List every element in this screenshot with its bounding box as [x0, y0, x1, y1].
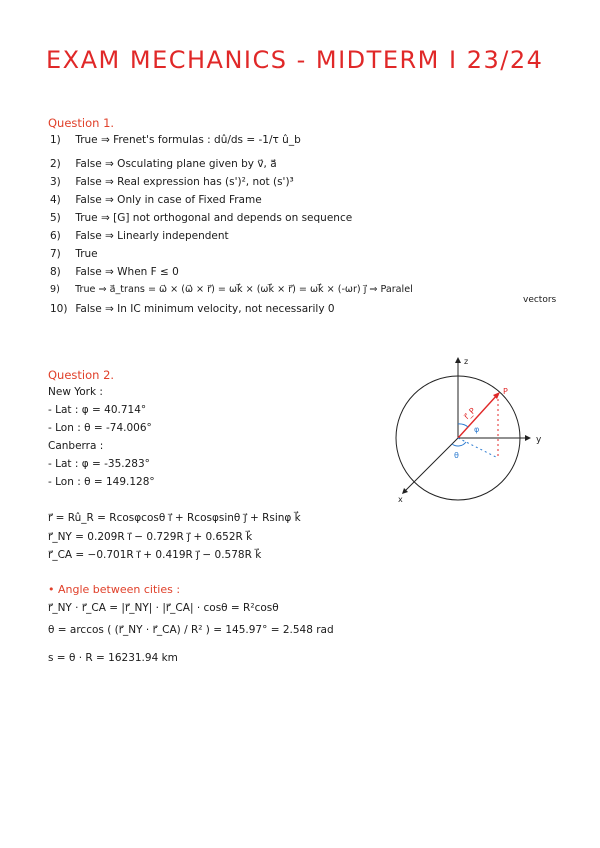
y-axis-arrow — [525, 435, 531, 441]
item-text: True ⇒ a⃗_trans = ω⃗ × (ω⃗ × r⃗) = ωk⃗ × (ωk⃗ × r⃗) = ωk⃗ × (-ωr) j⃗ ⇒ Paralel — [75, 284, 413, 295]
sphere-diagram — [390, 350, 560, 510]
item-number: 2) — [50, 158, 61, 170]
new-york-latitude: - Lat : φ = 40.714° — [48, 404, 147, 416]
vector-label: r⃗_P — [462, 406, 478, 422]
item-number: 1) — [50, 134, 61, 146]
item-number: 10) — [50, 303, 68, 315]
question-2-heading: Question 2. — [48, 368, 115, 382]
item-text: True ⇒ [G] not orthogonal and depends on sequence — [75, 212, 353, 224]
position-vector-equation: r⃗ = Rû_R = Rcosφcosθ i⃗ + Rcosφsinθ j⃗ + Rsinφ k⃗ — [48, 512, 301, 524]
list-item — [50, 284, 413, 295]
theta-label: θ — [454, 451, 459, 460]
item-number: 8) — [50, 266, 61, 278]
phi-arc — [458, 424, 468, 427]
list-item — [50, 212, 352, 224]
theta-equation: θ = arccos ( (r⃗_NY · r⃗_CA) / R² ) = 145.97° = 2.548 rad — [48, 624, 334, 636]
list-item — [50, 303, 335, 315]
list-item — [50, 230, 229, 242]
phi-label: φ — [474, 425, 480, 434]
list-item — [50, 266, 179, 278]
canberra-vector-equation: r⃗_CA = −0.701R i⃗ + 0.419R j⃗ − 0.578R k⃗ — [48, 549, 262, 561]
new-york-vector-equation: r⃗_NY = 0.209R i⃗ − 0.729R j⃗ + 0.652R k⃗ — [48, 531, 253, 543]
new-york-label: New York : — [48, 386, 103, 398]
list-item — [50, 176, 294, 188]
item-9-note: vectors — [523, 295, 557, 305]
item-text: False ⇒ Only in case of Fixed Frame — [75, 194, 262, 206]
item-text: False ⇒ Linearly independent — [75, 230, 229, 242]
angle-heading: • Angle between cities : — [48, 583, 181, 596]
item-text: True ⇒ Frenet's formulas : dû/ds = -1/τ û_b — [75, 134, 301, 146]
dot-product-equation: r⃗_NY · r⃗_CA = |r⃗_NY| · |r⃗_CA| · cosθ = R²cosθ — [48, 602, 279, 614]
new-york-longitude: - Lon : θ = -74.006° — [48, 422, 152, 434]
list-item — [50, 248, 98, 260]
item-text: True — [75, 248, 98, 260]
item-text: False ⇒ When F ≤ 0 — [75, 266, 179, 278]
item-number: 4) — [50, 194, 61, 206]
list-item — [50, 134, 301, 146]
item-number: 9) — [50, 284, 60, 295]
question-1-heading: Question 1. — [48, 116, 115, 130]
canberra-latitude: - Lat : φ = -35.283° — [48, 458, 150, 470]
item-text: False ⇒ In IC minimum velocity, not necessarily 0 — [75, 303, 335, 315]
item-number: 3) — [50, 176, 61, 188]
projection-line — [458, 438, 498, 458]
list-item — [50, 194, 262, 206]
item-text: False ⇒ Real expression has (s')², not (s')³ — [75, 176, 294, 188]
z-axis-label: z — [464, 357, 469, 366]
z-axis-arrow — [455, 357, 461, 363]
y-axis-label: y — [536, 435, 542, 445]
page-title: EXAM MECHANICS - MIDTERM I 23/24 — [46, 46, 544, 74]
canberra-longitude: - Lon : θ = 149.128° — [48, 476, 155, 488]
arc-length-equation: s = θ · R = 16231.94 km — [48, 652, 178, 664]
item-number: 6) — [50, 230, 61, 242]
item-text: False ⇒ Osculating plane given by v⃗, a⃗ — [75, 158, 277, 170]
point-p-label: P — [503, 387, 508, 396]
item-number: 7) — [50, 248, 61, 260]
x-axis — [404, 438, 458, 492]
item-number: 5) — [50, 212, 61, 224]
canberra-label: Canberra : — [48, 440, 104, 452]
x-axis-label: x — [398, 495, 403, 504]
list-item — [50, 158, 277, 170]
